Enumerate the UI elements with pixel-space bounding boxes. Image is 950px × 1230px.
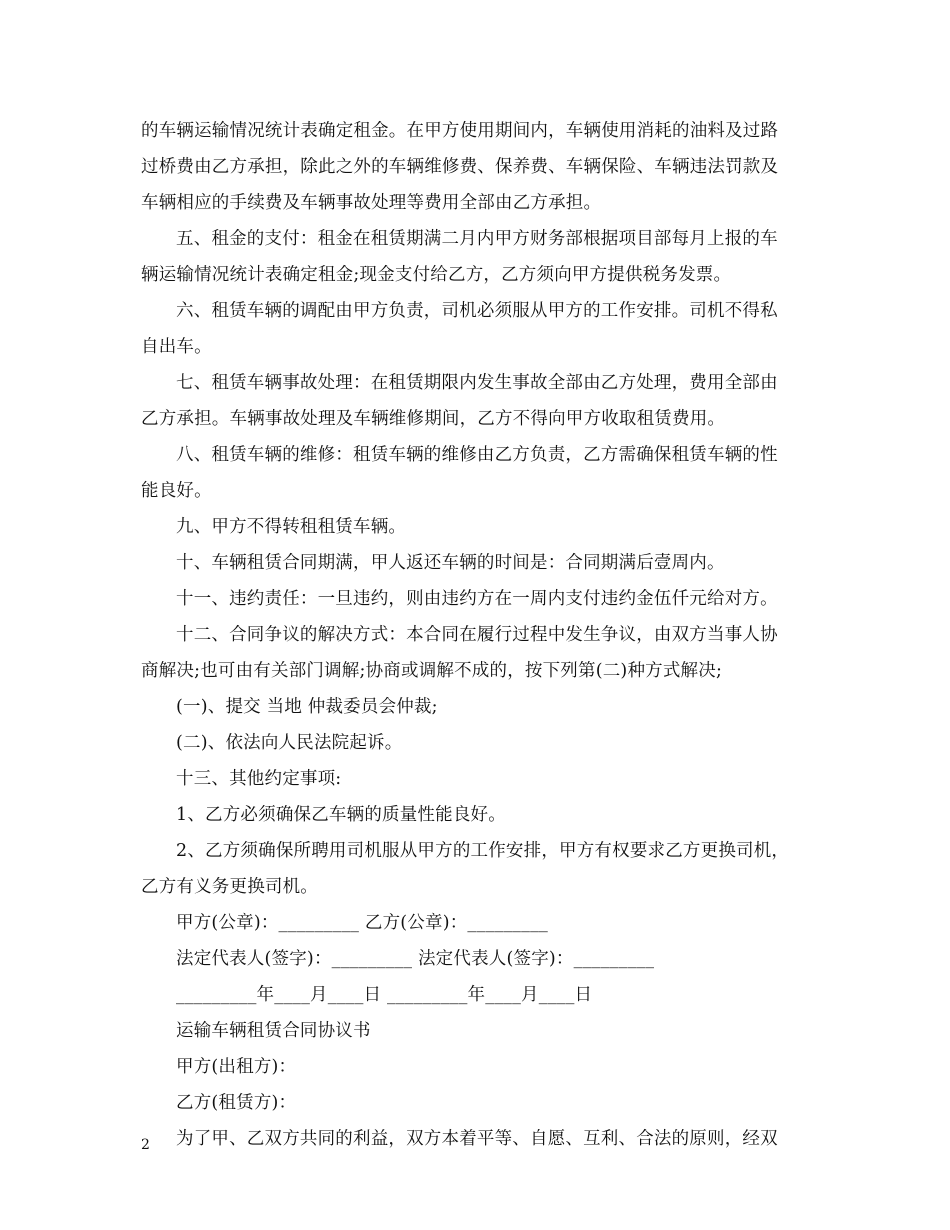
text-line: _________年____月____日 _________年____月____日 (176, 985, 593, 1005)
text-line: (二)、依法向人民法院起诉。 (176, 733, 403, 753)
text-line: 八、租赁车辆的维修：租赁车辆的维修由乙方负责，乙方需确保租赁车辆的性 (176, 445, 778, 465)
text-line: 商解决;也可由有关部门调解;协商或调解不成的，按下列第(二)种方式解决; (141, 661, 723, 681)
page-number: 2 (141, 1137, 150, 1153)
text-line: 法定代表人(签字)：_________ 法定代表人(签字)：_________ (176, 949, 655, 969)
text-line: 十、车辆租赁合同期满，甲人返还车辆的时间是：合同期满后壹周内。 (176, 553, 725, 573)
text-line: 五、租金的支付：租金在租赁期满二月内甲方财务部根据项目部每月上报的车 (176, 229, 778, 249)
text-line: 过桥费由乙方承担，除此之外的车辆维修费、保养费、车辆保险、车辆违法罚款及 (141, 157, 779, 177)
text-line: 乙方有义务更换司机。 (141, 877, 318, 897)
text-line: 乙方(租赁方)： (176, 1093, 297, 1113)
text-line: 的车辆运输情况统计表确定租金。在甲方使用期间内，车辆使用消耗的油料及过路 (141, 121, 779, 141)
text-line: 1、乙方必须确保乙车辆的质量性能良好。 (176, 805, 506, 825)
text-line: 2、乙方须确保所聘用司机服从甲方的工作安排，甲方有权要求乙方更换司机， (176, 841, 790, 861)
text-line: 六、租赁车辆的调配由甲方负责，司机必须服从甲方的工作安排。司机不得私 (176, 301, 778, 321)
text-line: 甲方(公章)：_________ 乙方(公章)：_________ (176, 913, 548, 933)
text-line: 能良好。 (141, 481, 212, 501)
text-line: 运输车辆租赁合同协议书 (176, 1021, 371, 1041)
contract-text-body (141, 113, 831, 1157)
text-line: 九、甲方不得转租租赁车辆。 (176, 517, 407, 537)
text-line: 辆运输情况统计表确定租金;现金支付给乙方，乙方须向甲方提供税务发票。 (141, 265, 732, 285)
text-line: 甲方(出租方)： (176, 1057, 297, 1077)
text-line: 七、租赁车辆事故处理：在租赁期限内发生事故全部由乙方处理，费用全部由 (176, 373, 778, 393)
text-line: 为了甲、乙双方共同的利益，双方本着平等、自愿、互利、合法的原则，经双 (176, 1129, 778, 1149)
text-line: 十一、违约责任：一旦违约，则由违约方在一周内支付违约金伍仟元给对方。 (176, 589, 778, 609)
text-line: 乙方承担。车辆事故处理及车辆维修期间，乙方不得向甲方收取租赁费用。 (141, 409, 726, 429)
text-line: 自出车。 (141, 337, 212, 357)
text-line: 十三、其他约定事项: (176, 769, 342, 789)
text-line: 十二、合同争议的解决方式：本合同在履行过程中发生争议，由双方当事人协 (176, 625, 778, 645)
text-line: 车辆相应的手续费及车辆事故处理等费用全部由乙方承担。 (141, 193, 602, 213)
text-line: (一)、提交 当地 仲裁委员会仲裁; (176, 697, 438, 717)
